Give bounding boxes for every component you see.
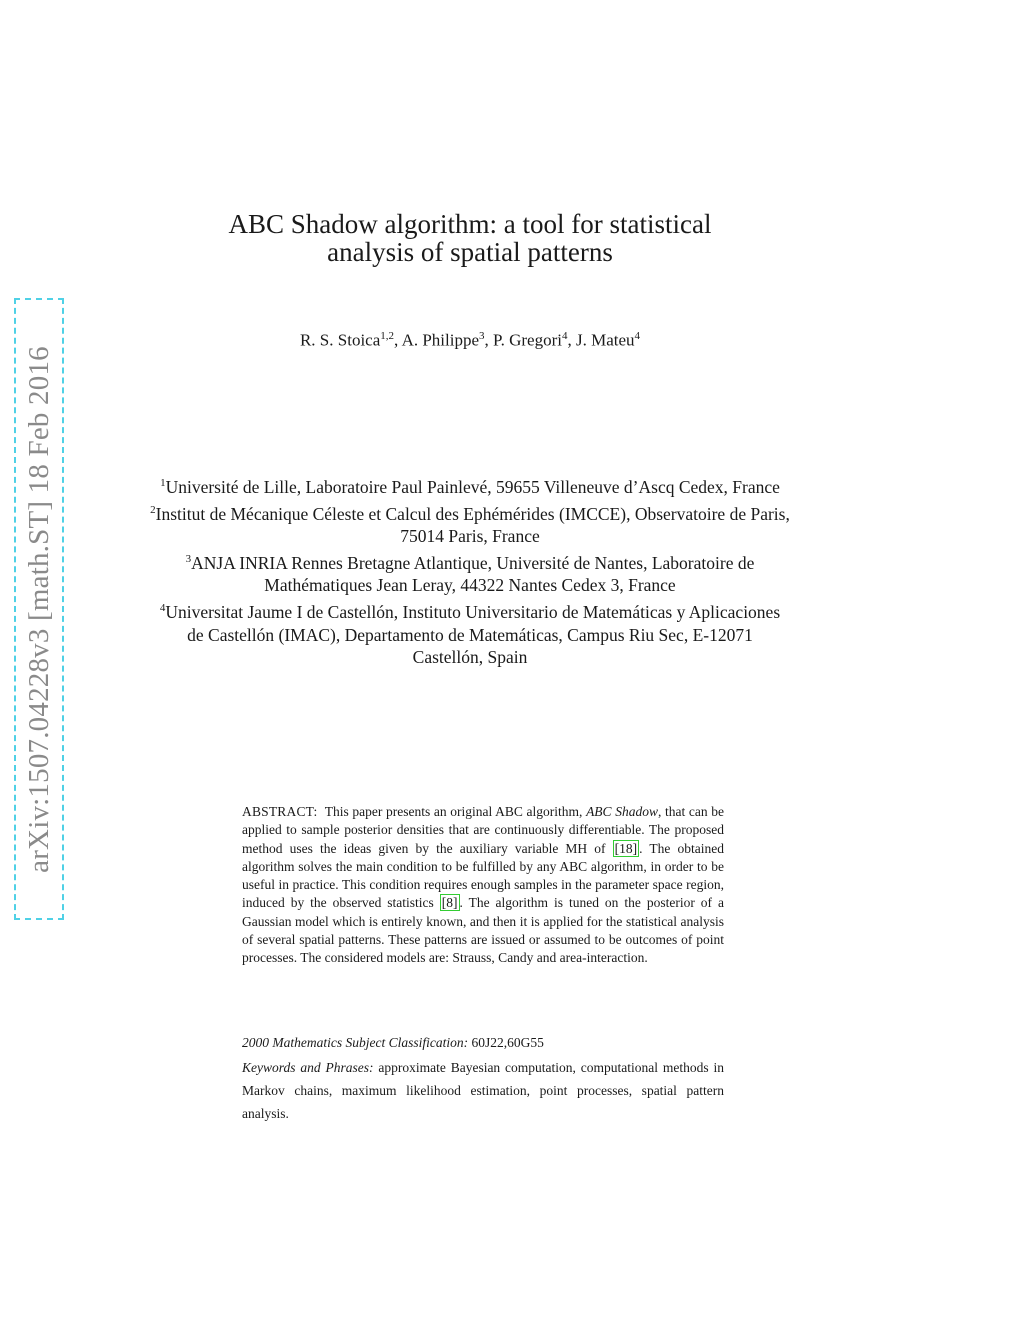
affiliation-text: Universitat Jaume I de Castellón, Instituto Universitario de Matemáticas y Aplicaciones de Castellón (IMAC), Departamento de Matemáticas, Campus Riu Sec, E-12071 Castellón, Spain: [165, 601, 781, 668]
affiliation-marker: 1: [160, 477, 166, 489]
author-affiliation-marker: 1,2: [380, 330, 395, 342]
affiliation-marker: 4: [159, 602, 166, 614]
abstract-text: This paper presents an original ABC algorithm,: [324, 804, 583, 819]
author-name: P. Gregori: [493, 330, 562, 350]
msc-classification: [242, 1034, 724, 1052]
affiliation-marker: 2: [150, 503, 156, 516]
affiliation: [150, 548, 790, 597]
citation-link[interactable]: [8]: [441, 895, 458, 911]
author-affiliation-marker: 4: [634, 330, 641, 342]
abstract-text: . The algorithm is tuned on the posterior of a Gaussian model which is entirely known, and then it is applied for the statistical analysis of several spatial patterns. These patterns are issued or assumed to be outcomes of point processes. The considered models are: Strauss, Candy and area-interaction.: [242, 895, 724, 966]
author-separator: ,: [394, 330, 402, 350]
author-name: R. S. Stoica: [299, 330, 381, 350]
title-line-2: analysis of spatial patterns: [327, 237, 613, 267]
keywords-label: Keywords and Phrases:: [242, 1060, 374, 1075]
affiliations: [150, 472, 790, 669]
arxiv-stamp[interactable]: [14, 298, 64, 920]
affiliation-text: Institut de Mécanique Céleste et Calcul des Ephémérides (IMCCE), Observatoire de Paris, 75014 Paris, France: [155, 503, 790, 547]
keywords-value: approximate Bayesian computation, computational methods in Markov chains, maximum likelihood estimation, point processes, spatial pattern analysis.: [242, 1060, 724, 1121]
affiliation-text: Université de Lille, Laboratoire Paul Painlevé, 59655 Villeneuve d’Ascq Cedex, France: [165, 476, 780, 497]
abstract: [242, 803, 724, 968]
affiliation-text: ANJA INRIA Rennes Bretagne Atlantique, Université de Nantes, Laboratoire de Mathématiques Jean Leray, 44322 Nantes Cedex 3, France: [191, 552, 755, 596]
affiliation: [150, 472, 790, 499]
title-line-1: ABC Shadow algorithm: a tool for statistical: [228, 209, 712, 239]
author-name: J. Mateu: [575, 330, 635, 350]
citation-link[interactable]: [18]: [614, 840, 638, 856]
msc-value: 60J22,60G55: [471, 1035, 544, 1050]
abstract-text: , that can be applied to sample posterior densities that are continuously differentiable. The proposed method uses the ideas given by the auxiliary variable MH of: [242, 804, 724, 856]
author-separator: ,: [567, 330, 576, 350]
paper-title: [150, 210, 790, 266]
affiliation: [150, 597, 790, 669]
abstract-text: . The obtained algorithm solves the main condition to be fulfilled by any ABC algorithm, in order to be useful in practice. This condition requires enough samples in the parameter space region, induced by the observed statistics: [242, 840, 724, 911]
method-name: ABC Shadow: [586, 804, 658, 819]
author-name: A. Philippe: [401, 330, 480, 350]
author-affiliation-marker: 3: [479, 330, 485, 342]
affiliation: [150, 499, 790, 548]
keywords: [242, 1056, 724, 1125]
msc-label: 2000 Mathematics Subject Classification:: [242, 1035, 469, 1050]
affiliation-marker: 3: [185, 552, 192, 565]
author-separator: ,: [484, 330, 494, 350]
arxiv-id: arXiv:1507.04228v3 [math.ST] 18 Feb 2016: [22, 345, 55, 873]
author-affiliation-marker: 4: [561, 330, 568, 342]
author-list: [150, 330, 790, 351]
abstract-label: ABSTRACT:: [242, 804, 318, 819]
